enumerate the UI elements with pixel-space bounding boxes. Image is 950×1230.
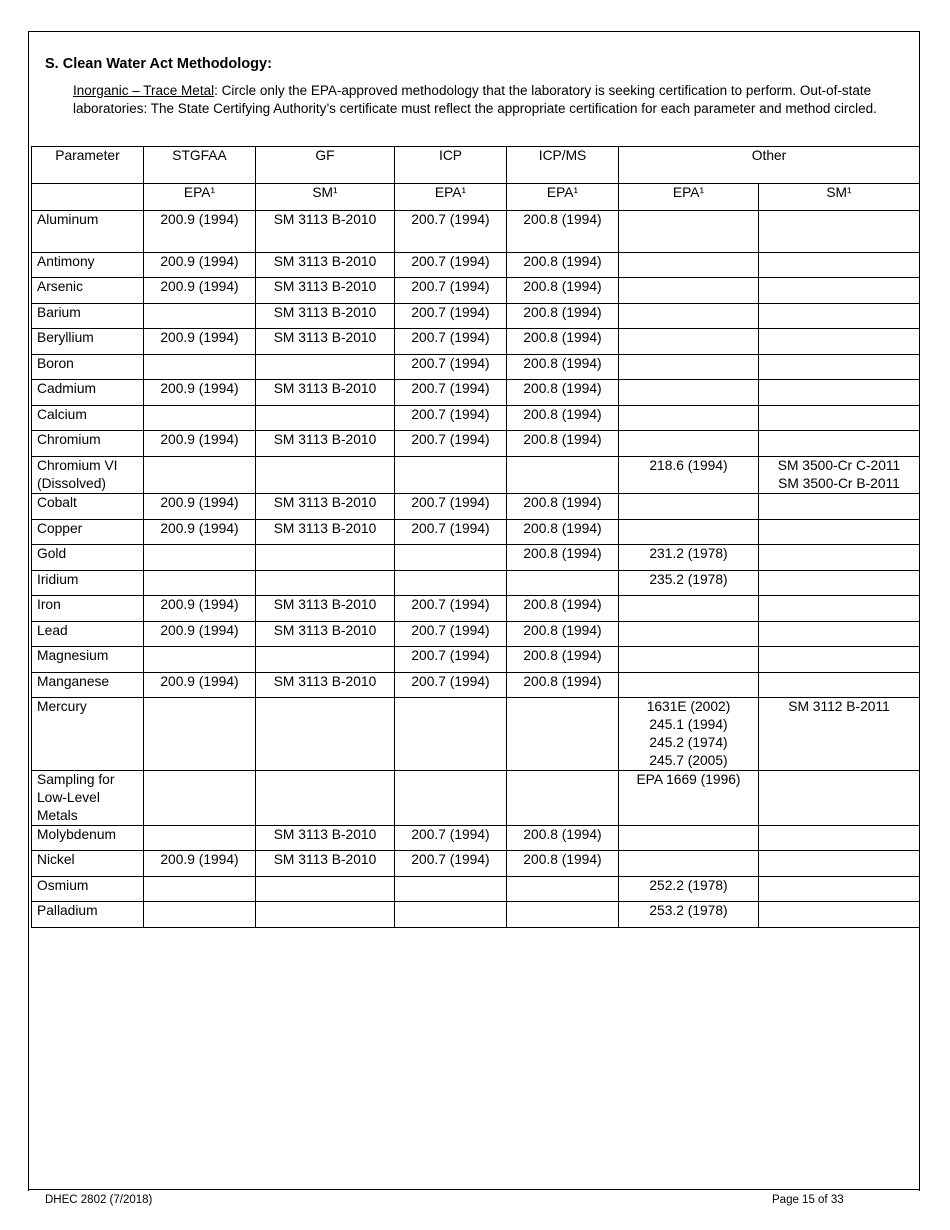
- other-sm-cell: [759, 622, 920, 647]
- icp-cell: [395, 771, 507, 826]
- other-sm-cell: [759, 673, 920, 698]
- instructions-text: : Circle only the EPA-approved methodology that the laboratory is seeking certification to perform. Out-of-state laboratories: The State Certifying Authority’s certificate must reflect the appropriate certification for each parameter and method circled.: [73, 83, 877, 116]
- stgfaa-cell: [144, 406, 256, 431]
- icpms-cell: 200.8 (1994): [507, 851, 619, 877]
- icp-cell: 200.7 (1994): [395, 329, 507, 355]
- icpms-cell: 200.8 (1994): [507, 253, 619, 278]
- epa-method-line: 245.7 (2005): [649, 753, 728, 768]
- stgfaa-cell: [144, 826, 256, 851]
- gf-cell: SM 3113 B-2010: [256, 329, 395, 355]
- gf-cell: [256, 355, 395, 380]
- header-icpms: ICP/MS: [507, 147, 619, 184]
- other-sm-cell: [759, 380, 920, 406]
- stgfaa-cell: [144, 571, 256, 596]
- other-epa-cell: 253.2 (1978): [619, 902, 759, 928]
- icpms-cell: 200.8 (1994): [507, 622, 619, 647]
- icp-cell: 200.7 (1994): [395, 494, 507, 520]
- icpms-cell: 200.8 (1994): [507, 211, 619, 253]
- gf-cell: [256, 406, 395, 431]
- gf-cell: [256, 771, 395, 826]
- other-epa-cell: EPA 1669 (1996): [619, 771, 759, 826]
- other-sm-cell: [759, 355, 920, 380]
- icpms-cell: 200.8 (1994): [507, 329, 619, 355]
- other-sm-cell: [759, 253, 920, 278]
- icp-cell: [395, 545, 507, 571]
- stgfaa-cell: 200.9 (1994): [144, 622, 256, 647]
- subheader-parameter: [32, 184, 144, 211]
- parameter-cell: Beryllium: [32, 329, 144, 355]
- parameter-cell: Boron: [32, 355, 144, 380]
- instructions: [73, 82, 913, 118]
- form-id: DHEC 2802 (7/2018): [45, 1194, 153, 1206]
- stgfaa-cell: 200.9 (1994): [144, 673, 256, 698]
- parameter-cell: Mercury: [32, 698, 144, 771]
- icpms-cell: 200.8 (1994): [507, 304, 619, 329]
- other-sm-cell: [759, 647, 920, 673]
- other-epa-cell: [619, 647, 759, 673]
- parameter-cell: Cadmium: [32, 380, 144, 406]
- stgfaa-cell: [144, 877, 256, 902]
- other-epa-cell: [619, 673, 759, 698]
- icp-cell: 200.7 (1994): [395, 253, 507, 278]
- icp-cell: 200.7 (1994): [395, 278, 507, 304]
- other-sm-cell: [759, 851, 920, 877]
- stgfaa-cell: 200.9 (1994): [144, 851, 256, 877]
- icp-cell: 200.7 (1994): [395, 851, 507, 877]
- header-row: [32, 147, 920, 184]
- parameter-cell: Osmium: [32, 877, 144, 902]
- table-row: [32, 826, 920, 851]
- icpms-cell: 200.8 (1994): [507, 826, 619, 851]
- stgfaa-cell: 200.9 (1994): [144, 596, 256, 622]
- gf-cell: SM 3113 B-2010: [256, 304, 395, 329]
- icpms-cell: 200.8 (1994): [507, 596, 619, 622]
- other-epa-cell: [619, 622, 759, 647]
- other-sm-cell: [759, 545, 920, 571]
- stgfaa-cell: [144, 698, 256, 771]
- other-epa-cell: [619, 329, 759, 355]
- parameter-cell: Palladium: [32, 902, 144, 928]
- stgfaa-cell: 200.9 (1994): [144, 329, 256, 355]
- stgfaa-cell: [144, 304, 256, 329]
- gf-cell: SM 3113 B-2010: [256, 622, 395, 647]
- gf-cell: [256, 647, 395, 673]
- table-row: [32, 211, 920, 253]
- stgfaa-cell: [144, 355, 256, 380]
- gf-cell: SM 3113 B-2010: [256, 520, 395, 545]
- stgfaa-cell: 200.9 (1994): [144, 520, 256, 545]
- other-sm-cell: [759, 406, 920, 431]
- header-gf: GF: [256, 147, 395, 184]
- other-sm-cell: [759, 431, 920, 457]
- table-row: [32, 278, 920, 304]
- header-stgfaa: STGFAA: [144, 147, 256, 184]
- icp-cell: 200.7 (1994): [395, 520, 507, 545]
- icp-cell: [395, 457, 507, 494]
- other-sm-cell: [759, 771, 920, 826]
- methods-table: [31, 146, 920, 928]
- other-epa-cell: [619, 380, 759, 406]
- other-sm-cell: SM 3112 B-2011: [759, 698, 920, 771]
- table-row: [32, 431, 920, 457]
- table-row: [32, 647, 920, 673]
- parameter-cell: Gold: [32, 545, 144, 571]
- icpms-cell: 200.8 (1994): [507, 380, 619, 406]
- icp-cell: 200.7 (1994): [395, 622, 507, 647]
- other-epa-cell: 235.2 (1978): [619, 571, 759, 596]
- parameter-cell: Chromium: [32, 431, 144, 457]
- epa-method-line: 245.1 (1994): [649, 717, 728, 732]
- page-frame-bottom: [28, 1189, 920, 1190]
- table-row: [32, 673, 920, 698]
- other-epa-cell: [619, 698, 759, 771]
- icpms-cell: [507, 771, 619, 826]
- stgfaa-cell: 200.9 (1994): [144, 431, 256, 457]
- icpms-cell: 200.8 (1994): [507, 355, 619, 380]
- table-row: [32, 877, 920, 902]
- table-row: [32, 329, 920, 355]
- section-title: S. Clean Water Act Methodology:: [45, 56, 272, 72]
- icp-cell: 200.7 (1994): [395, 406, 507, 431]
- other-sm-cell: [759, 902, 920, 928]
- subheader-icpms: EPA¹: [507, 184, 619, 211]
- parameter-cell: Molybdenum: [32, 826, 144, 851]
- other-epa-cell: [619, 253, 759, 278]
- parameter-cell: Nickel: [32, 851, 144, 877]
- other-epa-cell: [619, 355, 759, 380]
- gf-cell: [256, 571, 395, 596]
- icpms-cell: 200.8 (1994): [507, 673, 619, 698]
- table-row: [32, 771, 920, 826]
- gf-cell: SM 3113 B-2010: [256, 380, 395, 406]
- other-epa-cell: 218.6 (1994): [619, 457, 759, 494]
- parameter-cell: Aluminum: [32, 211, 144, 253]
- other-epa-cell: [619, 826, 759, 851]
- stgfaa-cell: [144, 647, 256, 673]
- other-epa-cell: 252.2 (1978): [619, 877, 759, 902]
- gf-cell: SM 3113 B-2010: [256, 851, 395, 877]
- other-sm-cell: [759, 329, 920, 355]
- table-row: [32, 520, 920, 545]
- gf-cell: SM 3113 B-2010: [256, 278, 395, 304]
- header-other: Other: [619, 147, 920, 184]
- stgfaa-cell: [144, 545, 256, 571]
- header-icp: ICP: [395, 147, 507, 184]
- stgfaa-cell: [144, 902, 256, 928]
- icpms-cell: [507, 902, 619, 928]
- epa-method-line: 245.2 (1974): [649, 735, 728, 750]
- subheader-gf: SM¹: [256, 184, 395, 211]
- stgfaa-cell: 200.9 (1994): [144, 380, 256, 406]
- parameter-cell: Cobalt: [32, 494, 144, 520]
- icp-cell: [395, 877, 507, 902]
- table-row: [32, 457, 920, 494]
- parameter-cell: Iron: [32, 596, 144, 622]
- subheader-row: [32, 184, 920, 211]
- stgfaa-cell: 200.9 (1994): [144, 278, 256, 304]
- gf-cell: SM 3113 B-2010: [256, 494, 395, 520]
- icp-cell: 200.7 (1994): [395, 826, 507, 851]
- parameter-cell: Calcium: [32, 406, 144, 431]
- table-row: [32, 571, 920, 596]
- gf-cell: [256, 902, 395, 928]
- other-epa-cell: 231.2 (1978): [619, 545, 759, 571]
- icp-cell: 200.7 (1994): [395, 647, 507, 673]
- sm-method-line: SM 3500-Cr B-2011: [778, 476, 900, 491]
- icp-cell: [395, 902, 507, 928]
- stgfaa-cell: 200.9 (1994): [144, 253, 256, 278]
- table-row: [32, 355, 920, 380]
- parameter-cell: Manganese: [32, 673, 144, 698]
- other-sm-cell: [759, 596, 920, 622]
- icpms-cell: 200.8 (1994): [507, 406, 619, 431]
- category-label: Inorganic – Trace Metal: [73, 83, 215, 98]
- icpms-cell: 200.8 (1994): [507, 647, 619, 673]
- table-row: [32, 380, 920, 406]
- other-epa-cell: [619, 304, 759, 329]
- icp-cell: 200.7 (1994): [395, 355, 507, 380]
- parameter-cell: Arsenic: [32, 278, 144, 304]
- table-row: [32, 902, 920, 928]
- parameter-cell: Sampling for Low-Level Metals: [32, 771, 144, 826]
- subheader-other-sm: SM¹: [759, 184, 920, 211]
- parameter-cell: Barium: [32, 304, 144, 329]
- other-epa-cell: [619, 431, 759, 457]
- stgfaa-cell: 200.9 (1994): [144, 211, 256, 253]
- gf-cell: SM 3113 B-2010: [256, 431, 395, 457]
- parameter-cell: Magnesium: [32, 647, 144, 673]
- icp-cell: 200.7 (1994): [395, 304, 507, 329]
- icpms-cell: 200.8 (1994): [507, 520, 619, 545]
- table-row: [32, 596, 920, 622]
- icp-cell: 200.7 (1994): [395, 596, 507, 622]
- gf-cell: SM 3113 B-2010: [256, 673, 395, 698]
- icpms-cell: 200.8 (1994): [507, 545, 619, 571]
- table-row: [32, 304, 920, 329]
- parameter-cell: Iridium: [32, 571, 144, 596]
- icp-cell: [395, 698, 507, 771]
- other-sm-cell: [759, 877, 920, 902]
- table-row: [32, 253, 920, 278]
- gf-cell: SM 3113 B-2010: [256, 211, 395, 253]
- other-sm-cell: [759, 278, 920, 304]
- gf-cell: SM 3113 B-2010: [256, 596, 395, 622]
- icp-cell: 200.7 (1994): [395, 380, 507, 406]
- stgfaa-cell: [144, 457, 256, 494]
- gf-cell: [256, 545, 395, 571]
- icp-cell: [395, 571, 507, 596]
- other-sm-cell: [759, 211, 920, 253]
- icp-cell: 200.7 (1994): [395, 431, 507, 457]
- icpms-cell: 200.8 (1994): [507, 278, 619, 304]
- other-epa-cell: [619, 211, 759, 253]
- other-sm-cell: [759, 571, 920, 596]
- table-row: [32, 545, 920, 571]
- icpms-cell: [507, 571, 619, 596]
- other-epa-cell: [619, 520, 759, 545]
- page-number: Page 15 of 33: [772, 1194, 844, 1206]
- other-sm-cell: [759, 304, 920, 329]
- stgfaa-cell: [144, 771, 256, 826]
- other-sm-cell: [759, 826, 920, 851]
- icpms-cell: 200.8 (1994): [507, 431, 619, 457]
- other-sm-cell: [759, 494, 920, 520]
- table-row: [32, 698, 920, 771]
- icp-cell: 200.7 (1994): [395, 211, 507, 253]
- gf-cell: [256, 457, 395, 494]
- icpms-cell: [507, 877, 619, 902]
- table-row: [32, 622, 920, 647]
- icp-cell: 200.7 (1994): [395, 673, 507, 698]
- table-row: [32, 494, 920, 520]
- other-sm-cell: [759, 520, 920, 545]
- icpms-cell: 200.8 (1994): [507, 494, 619, 520]
- parameter-cell: Copper: [32, 520, 144, 545]
- other-epa-cell: [619, 494, 759, 520]
- epa-method-line: 1631E (2002): [646, 699, 731, 714]
- sm-method-line: SM 3500-Cr C-2011: [777, 458, 901, 473]
- table-row: [32, 406, 920, 431]
- other-epa-cell: [619, 851, 759, 877]
- header-parameter: Parameter: [32, 147, 144, 184]
- other-epa-cell: [619, 596, 759, 622]
- gf-cell: [256, 877, 395, 902]
- parameter-cell: Antimony: [32, 253, 144, 278]
- stgfaa-cell: 200.9 (1994): [144, 494, 256, 520]
- table-row: [32, 851, 920, 877]
- other-epa-cell: [619, 278, 759, 304]
- icpms-cell: [507, 698, 619, 771]
- subheader-stgfaa: EPA¹: [144, 184, 256, 211]
- icpms-cell: [507, 457, 619, 494]
- parameter-cell: Lead: [32, 622, 144, 647]
- subheader-other-epa: EPA¹: [619, 184, 759, 211]
- subheader-icp: EPA¹: [395, 184, 507, 211]
- gf-cell: SM 3113 B-2010: [256, 253, 395, 278]
- other-epa-cell: [619, 406, 759, 431]
- other-sm-cell: [759, 457, 920, 494]
- parameter-cell: Chromium VI (Dissolved): [32, 457, 144, 494]
- gf-cell: [256, 698, 395, 771]
- gf-cell: SM 3113 B-2010: [256, 826, 395, 851]
